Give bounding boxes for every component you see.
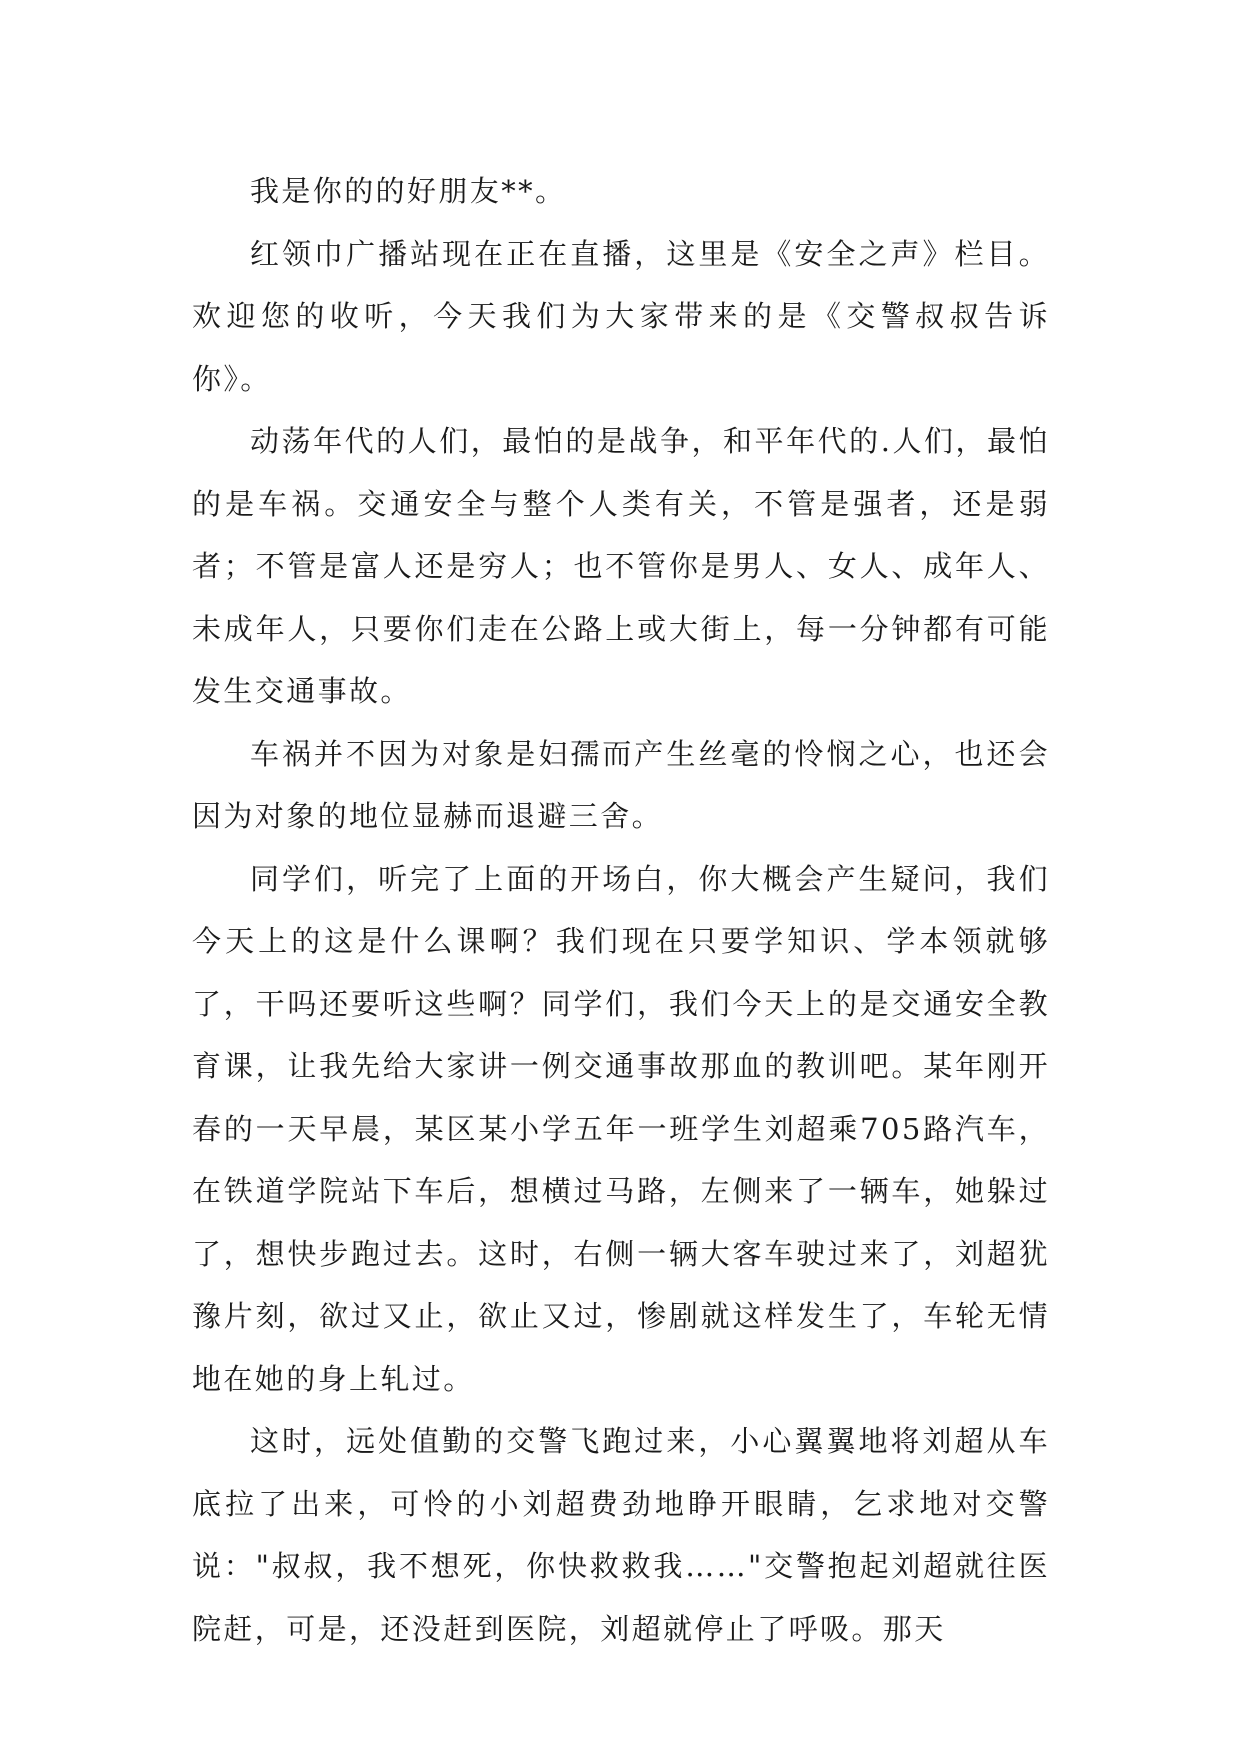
paragraph-story: 同学们，听完了上面的开场白，你大概会产生疑问，我们今天上的这是什么课啊？我们现在只要学知识、学本领就够了，干吗还要听这些啊？同学们，我们今天上的是交通安全教育课，让我先给大家讲一例交通事故那血的教训吧。某年刚开春的一天早晨，某区某小学五年一班学生刘超乘705路汽车，在铁道学院站下车后，想横过马路，左侧来了一辆车，她躲过了，想快步跑过去。这时，右侧一辆大客车驶过来了，刘超犹豫片刻，欲过又止，欲止又过，惨剧就这样发生了，车轮无情地在她的身上轧过。: [192, 861, 1050, 1396]
document-body: [192, 160, 1050, 1660]
paragraph-accident-mercy: 车祸并不因为对象是妇孺而产生丝毫的怜悯之心，也还会因为对象的地位显赫而退避三舍。: [192, 736, 1050, 833]
paragraph-traffic-safety: 动荡年代的人们，最怕的是战争，和平年代的.人们，最怕的是车祸。交通安全与整个人类有关，不管是强者，还是弱者；不管是富人还是穷人；也不管你是男人、女人、成年人、未成年人，只要你们走在公路上或大街上，每一分钟都有可能发生交通事故。: [192, 424, 1050, 708]
paragraph-intro: 红领巾广播站现在正在直播，这里是《安全之声》栏目。欢迎您的收听，今天我们为大家带来的是《交警叔叔告诉你》。: [192, 236, 1050, 396]
paragraph-police: 这时，远处值勤的交警飞跑过来，小心翼翼地将刘超从车底拉了出来，可怜的小刘超费劲地睁开眼睛，乞求地对交警说："叔叔，我不想死，你快救救我……"交警抱起刘超就往医院赶，可是，还没赶到医院，刘超就停止了呼吸。那天: [192, 1424, 1050, 1646]
paragraph-greeting: 我是你的的好朋友**。: [250, 174, 567, 208]
